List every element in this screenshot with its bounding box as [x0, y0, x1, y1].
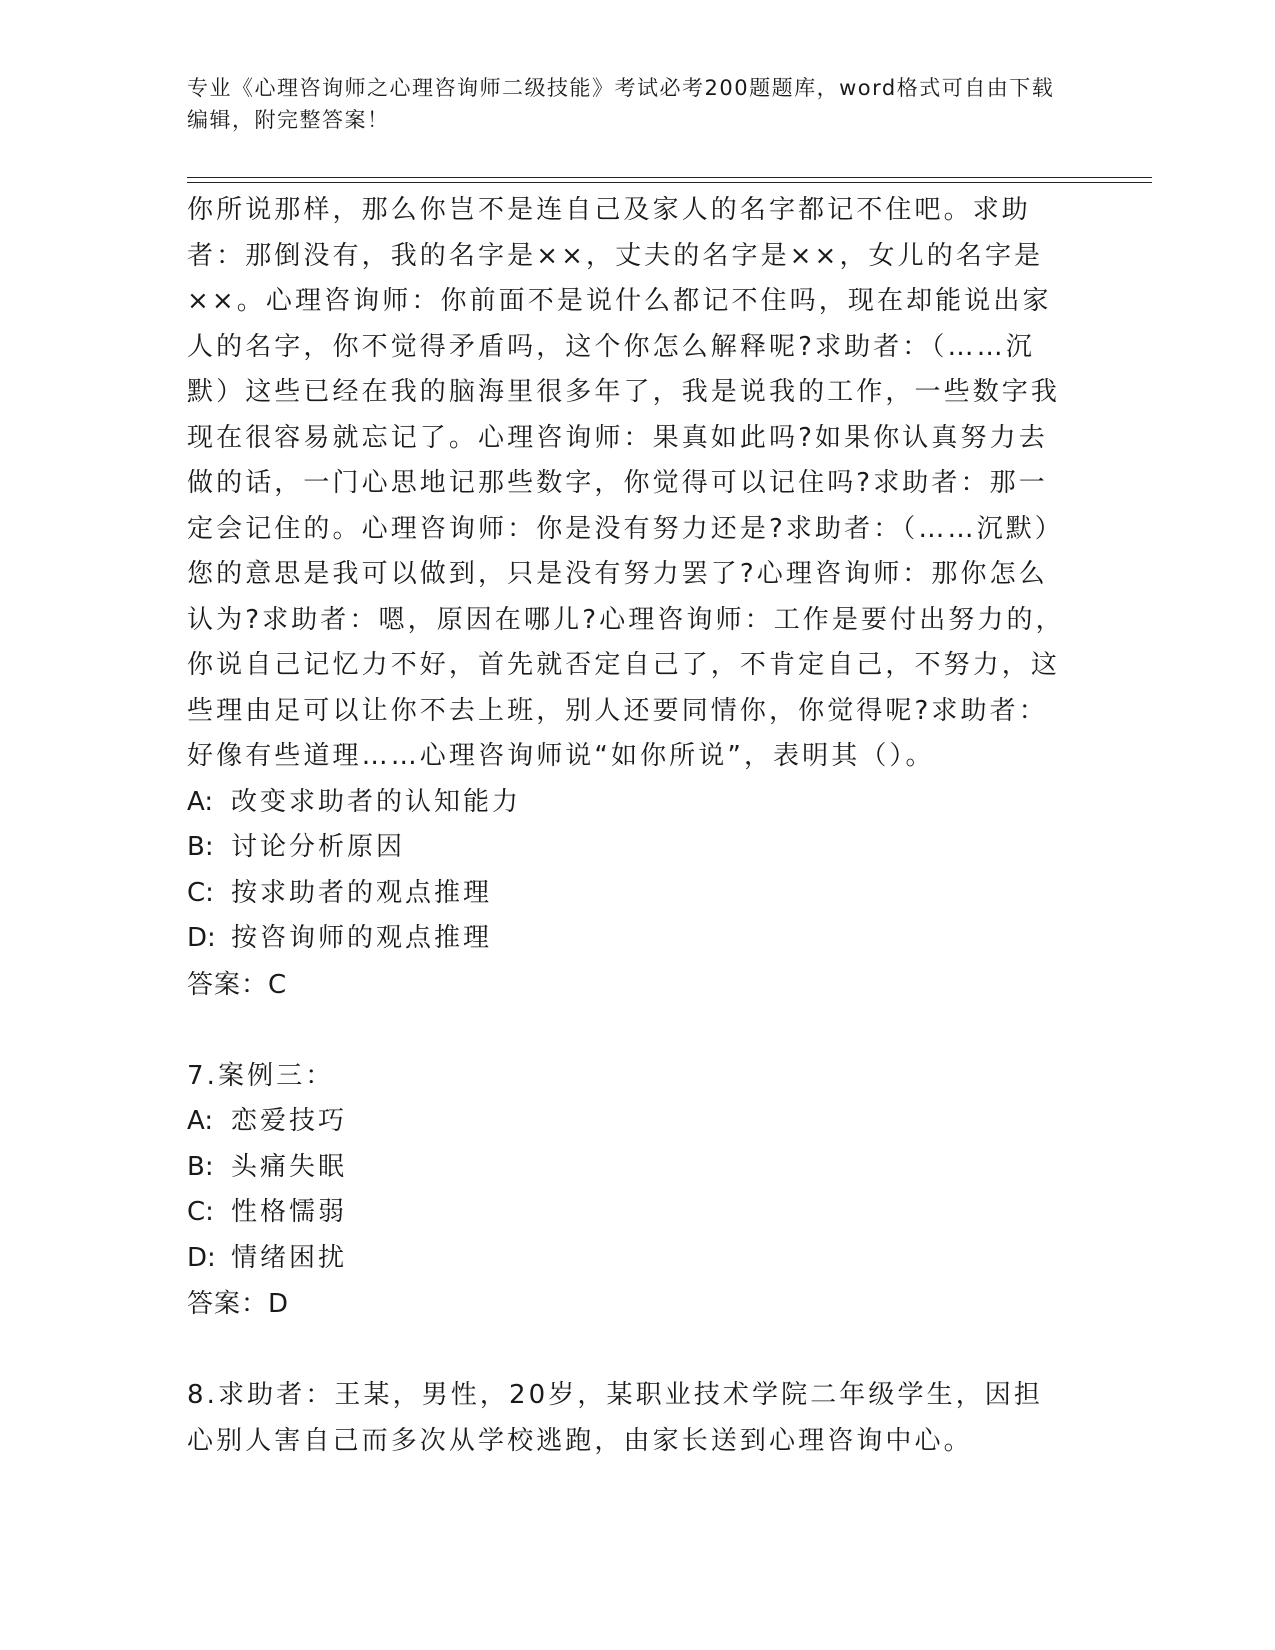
- option-text: 按咨询师的观点推理: [231, 923, 493, 953]
- option-text: 情绪困扰: [231, 1242, 348, 1273]
- option-key: D:: [187, 1242, 216, 1273]
- option-key: D:: [187, 923, 216, 953]
- option-key: A:: [187, 1106, 214, 1136]
- question-6-answer: 答案：C: [187, 969, 288, 1000]
- header-rule-bottom: [187, 182, 1152, 183]
- option-text: 性格懦弱: [231, 1197, 348, 1227]
- option-text: 讨论分析原因: [231, 832, 406, 862]
- option-text: 改变求助者的认知能力: [231, 786, 522, 817]
- question-7-option-a: [187, 1099, 1067, 1145]
- option-text: 头痛失眠: [231, 1151, 348, 1182]
- spacer: [187, 1327, 1067, 1373]
- question-6-option-c: [187, 871, 1067, 917]
- question-6-option-b: [187, 825, 1067, 871]
- option-key: B:: [187, 1151, 214, 1182]
- question-6-option-d: [187, 916, 1067, 962]
- question-7-option-d: [187, 1236, 1067, 1282]
- spacer: [187, 1008, 1067, 1054]
- option-key: A:: [187, 786, 214, 817]
- question-7-answer: 答案：D: [187, 1289, 290, 1319]
- question-7-option-c: [187, 1190, 1067, 1236]
- option-key: C:: [187, 1197, 214, 1227]
- option-key: B:: [187, 832, 214, 862]
- question-7-option-b: [187, 1145, 1067, 1191]
- question-8-text: 8.求助者：王某，男性，20岁，某职业技术学院二年级学生，因担心别人害自己而多次从学校逃跑，由家长送到心理咨询中心。: [187, 1380, 1043, 1456]
- option-key: C:: [187, 877, 214, 908]
- option-text: 恋爱技巧: [231, 1106, 348, 1136]
- document-header: 专业《心理咨询师之心理咨询师二级技能》考试必考200题题库，word格式可自由下载编辑，附完整答案！: [187, 76, 1055, 132]
- question-6-text: 你所说那样，那么你岂不是连自己及家人的名字都记不住吧。求助者：那倒没有，我的名字是××，丈夫的名字是××，女儿的名字是××。心理咨询师：你前面不是说什么都记不住吗，现在却能说出家人的名字，你不觉得矛盾吗，这个你怎么解释呢?求助者：（……沉默）这些已经在我的脑海里很多年了，我是说我的工作，一些数字我现在很容易就忘记了。心理咨询师：果真如此吗?如果你认真努力去做的话，一门心思地记那些数字，你觉得可以记住吗?求助者：那一定会记住的。心理咨询师：你是没有努力还是?求助者：（……沉默）您的意思是我可以做到，只是没有努力罢了?心理咨询师：那你怎么认为?求助者：嗯，原因在哪儿?心理咨询师：工作是要付出努力的，你说自己记忆力不好，首先就否定自己了，不肯定自己，不努力，这些理由足可以让你不去上班，别人还要同情你，你觉得呢?求助者：好像有些道理……心理咨询师说“如你所说”，表明其（）。: [187, 195, 1065, 771]
- header-rule-top: [187, 177, 1152, 178]
- question-6-option-a: [187, 780, 1067, 826]
- option-text: 按求助者的观点推理: [231, 877, 493, 908]
- question-7-text: 7.案例三：: [187, 1060, 335, 1091]
- document-body: [187, 188, 1067, 1464]
